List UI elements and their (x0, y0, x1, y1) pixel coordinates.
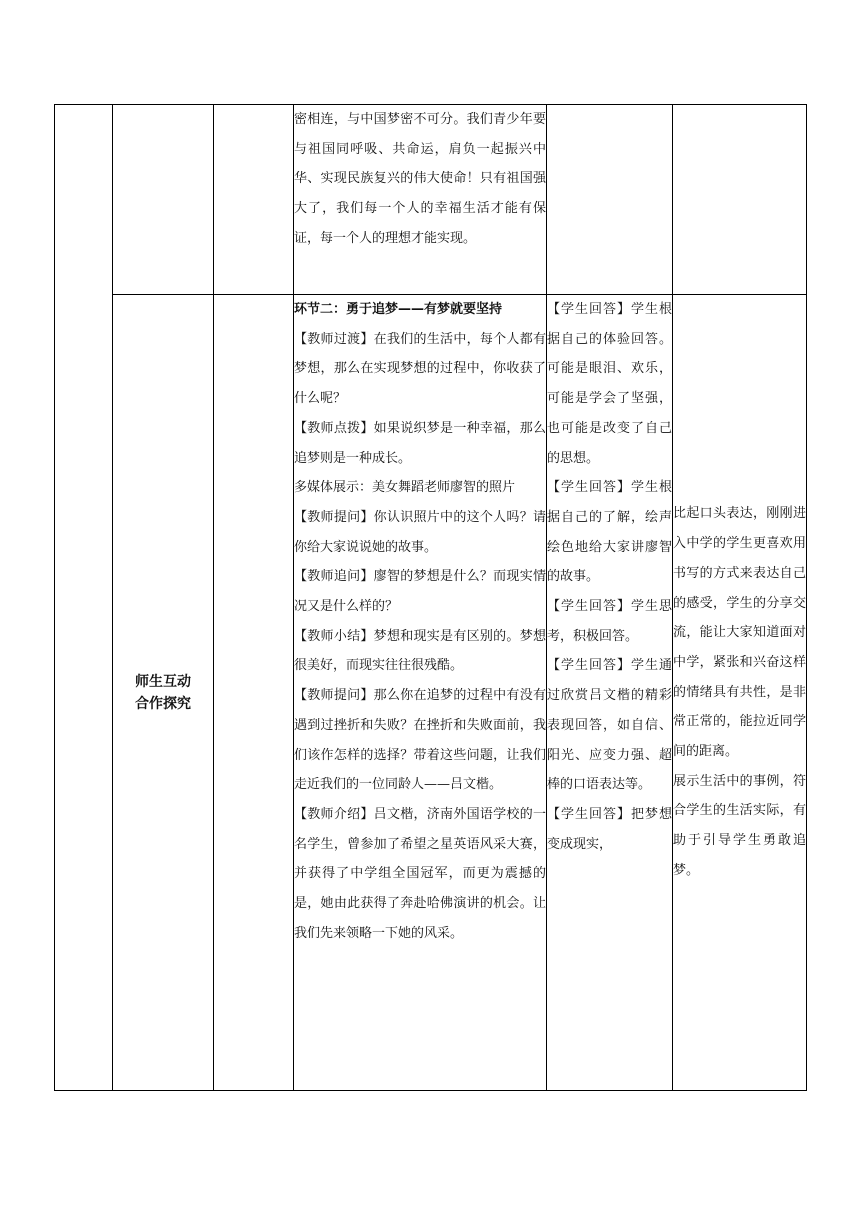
stage-cell-empty (113, 105, 214, 295)
time-cell-empty (214, 295, 294, 1091)
outer-empty-cell (55, 105, 113, 1091)
stage-cell (113, 295, 214, 1091)
table-row (55, 295, 807, 1091)
teacher-paragraph: 【教师提问】你认识照片中的这个人吗？请你给大家说说她的故事。 (294, 509, 546, 555)
teacher-paragraph: 【教师介绍】吕文楷，济南外国语学校的一名学生，曾参加了希望之星英语风采大赛，并获得了中学组全国冠军，而更为震撼的是，她由此获得了奔赴哈佛演讲的机会。让我们先来领略一下她的风采。 (294, 806, 546, 941)
teacher-paragraph: 【教师点拨】如果说织梦是一种幸福，那么追梦则是一种成长。 (294, 420, 546, 466)
student-paragraph: 【学生回答】把梦想变成现实， (547, 806, 672, 852)
table-row (55, 105, 807, 295)
section-heading: 环节二：勇于追梦——有梦就要坚持 (294, 302, 503, 317)
design-paragraph: 展示生活中的事例，符合学生的生活实际，有助于引导学生勇敢追梦。 (673, 773, 806, 878)
teacher-paragraph: 【教师追问】廖智的梦想是什么？而现实情况又是什么样的？ (294, 569, 546, 615)
student-paragraph: 【学生回答】学生通过欣赏吕文楷的精彩表现回答，如自信、阳光、应变力强、超棒的口语表达等。 (547, 658, 672, 793)
design-intent-cell (673, 295, 807, 1091)
student-paragraph: 【学生回答】学生根据自己的了解，绘声绘色地给大家讲廖智的故事。 (547, 480, 672, 585)
lesson-plan-table (54, 104, 807, 1091)
stage-label-line1: 师生互动 (135, 673, 191, 690)
teacher-paragraph: 【教师小结】梦想和现实是有区别的。梦想很美好，而现实往往很残酷。 (294, 628, 546, 674)
teacher-paragraph: 【教师提问】那么你在追梦的过程中有没有遇到过挫折和失败？在挫折和失败面前，我们该作怎样的选择？带着这些问题，让我们走近我们的一位同龄人——吕文楷。 (294, 688, 546, 793)
student-activity-cell-empty (547, 105, 673, 295)
teacher-paragraph: 多媒体展示：美女舞蹈老师廖智的照片 (294, 480, 516, 496)
stage-label-line2: 合作探究 (135, 695, 191, 712)
teacher-activity-cell (294, 295, 547, 1091)
student-activity-cell (547, 295, 673, 1091)
teacher-paragraph: 【教师过渡】在我们的生活中，每个人都有梦想，那么在实现梦想的过程中，你收获了什么呢？ (294, 331, 546, 407)
design-intent-cell-empty (673, 105, 807, 295)
student-paragraph: 【学生回答】学生思考，积极回答。 (547, 599, 672, 644)
teacher-activity-text: 密相连，与中国梦密不可分。我们青少年要与祖国同呼吸、共命运，肩负一起振兴中华、实现民族复兴的伟大使命！只有祖国强大了，我们每一个人的幸福生活才能有保证，每一个人的理想才能实现。 (294, 112, 546, 246)
time-cell-empty (214, 105, 294, 295)
student-paragraph: 【学生回答】学生根据自己的体验回答。可能是眼泪、欢乐，可能是学会了坚强，也可能是改变了自己的思想。 (547, 302, 672, 466)
teacher-activity-cell (294, 105, 547, 295)
design-paragraph: 比起口头表达，刚刚进入中学的学生更喜欢用书写的方式来表达自己的感受，学生的分享交流，能让大家知道面对中学，紧张和兴奋这样的情绪具有共性，是非常正常的，能拉近同学间的距离。 (673, 506, 806, 760)
